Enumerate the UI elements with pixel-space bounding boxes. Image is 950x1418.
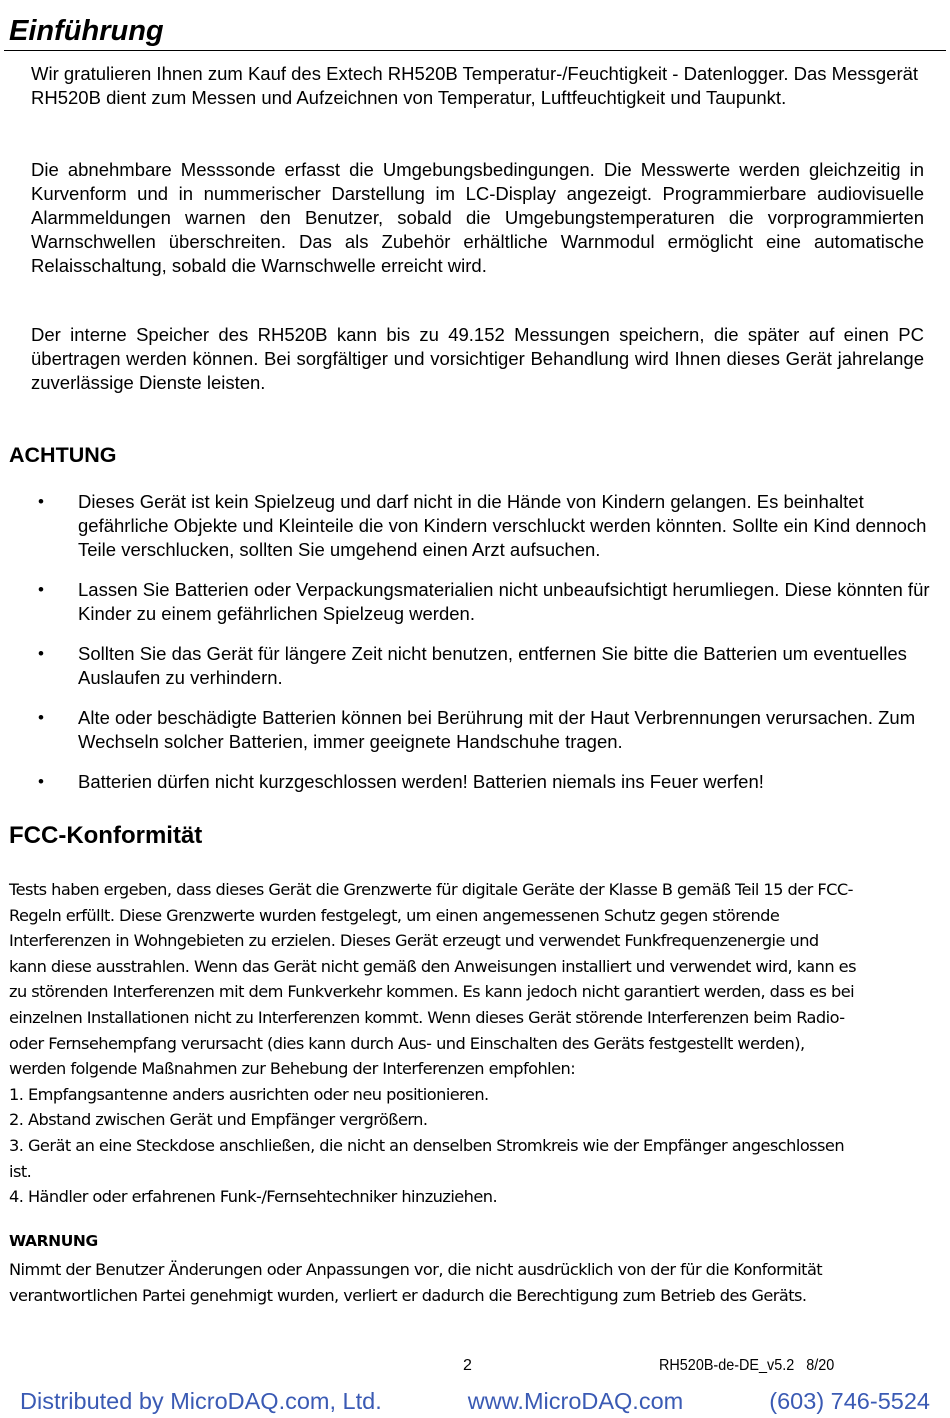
caution-item-text: Alte oder beschädigte Batterien können bei Berührung mit der Haut Verbrennungen verursachen. Zum Wechseln solcher Batterien, immer geeignete Handschuhe tragen. (78, 707, 916, 752)
bullet-icon: • (38, 580, 44, 599)
title-divider (4, 50, 946, 51)
fcc-heading: FCC-Konformität (9, 822, 203, 849)
warning-line: Nimmt der Benutzer Änderungen oder Anpassungen vor, die nicht ausdrücklich von der für die Konformität (9, 1260, 823, 1279)
caution-item-text: Batterien dürfen nicht kurzgeschlossen werden! Batterien niemals ins Feuer werfen! (78, 771, 764, 792)
intro-paragraph-3: Der interne Speicher des RH520B kann bis zu 49.152 Messungen speichern, die später auf einen PC übertragen werden können. Bei sorgfältiger und vorsichtiger Behandlung wird Ihnen dieses Gerät jahrelange zuverlässige Dienste leisten. (31, 324, 924, 393)
bullet-icon: • (38, 708, 44, 727)
fcc-line: 2. Abstand zwischen Gerät und Empfänger vergrößern. (9, 1110, 428, 1130)
fcc-line: kann diese ausstrahlen. Wenn das Gerät nicht gemäß den Anweisungen installiert und verwendet wird, kann es (9, 956, 856, 976)
fcc-line: 3. Gerät an eine Steckdose anschließen, die nicht an denselben Stromkreis wie der Empfänger angeschlossen (9, 1135, 845, 1155)
fcc-statement (9, 877, 944, 1210)
warning-statement (9, 1257, 944, 1308)
bullet-icon: • (38, 772, 44, 791)
footer-distributor: Distributed by MicroDAQ.com, Ltd. (20, 1388, 382, 1414)
caution-heading: ACHTUNG (9, 443, 117, 467)
fcc-line: 1. Empfangsantenne anders ausrichten oder neu positionieren. (9, 1084, 489, 1104)
page-number: 2 (463, 1357, 472, 1374)
fcc-line: einzelnen Installationen nicht zu Interferenzen kommt. Wenn dieses Gerät störende Interferenzen beim Radio- (9, 1007, 845, 1027)
fcc-line: werden folgende Maßnahmen zur Behebung der Interferenzen empfohlen: (9, 1059, 576, 1079)
footer-phone: (603) 746-5524 (769, 1388, 930, 1414)
fcc-line: Tests haben ergeben, dass dieses Gerät die Grenzwerte für digitale Geräte der Klasse B gemäß Teil 15 der FCC- (9, 880, 853, 899)
fcc-line: oder Fernsehempfang verursacht (dies kann durch Aus- und Einschalten des Geräts festgestellt werden), (9, 1033, 805, 1053)
fcc-line: Interferenzen in Wohngebieten zu erzielen. Dieses Gerät erzeugt und verwendet Funkfrequenzenergie und (9, 931, 819, 951)
warning-line: verantwortlichen Partei genehmigt wurden, verliert er dadurch die Berechtigung zum Betrieb des Geräts. (9, 1285, 807, 1305)
caution-item (0, 490, 930, 562)
fcc-line: zu störenden Interferenzen mit dem Funkverkehr kommen. Es kann jedoch nicht garantiert werden, dass es bei (9, 982, 855, 1002)
caution-item (0, 642, 930, 690)
fcc-line: Regeln erfüllt. Diese Grenzwerte wurden festgelegt, um einen angemessenen Schutz gegen störende (9, 905, 780, 925)
caution-item (0, 706, 930, 754)
document-id: RH520B-de-DE_v5.2 8/20 (659, 1357, 835, 1374)
caution-list (0, 490, 930, 810)
caution-item-text: Lassen Sie Batterien oder Verpackungsmaterialien nicht unbeaufsichtigt herumliegen. Diese könnten für Kinder zu einem gefährlichen Spielzeug werden. (78, 579, 930, 624)
bullet-icon: • (38, 492, 44, 511)
fcc-line: 4. Händler oder erfahrenen Funk-/Fernsehtechniker hinzuziehen. (9, 1187, 498, 1207)
distributor-footer (20, 1388, 930, 1415)
caution-item (0, 578, 930, 626)
warning-heading: WARNUNG (9, 1232, 98, 1250)
bullet-icon: • (38, 644, 44, 663)
intro-paragraph-2: Die abnehmbare Messsonde erfasst die Umgebungsbedingungen. Die Messwerte werden gleichzeitig in Kurvenform und in nummerischer Darstellung im LC-Display angezeigt. Programmierbare audiovisuelle Alarmmeldungen warnen den Benutzer, sobald die Umgebungstemperaturen die vorprogrammierten Warnschwellen überschreiten. Das als Zubehör erhältliche Warnmodul ermöglicht eine automatische Relaisschaltung, sobald die Warnschwelle erreicht wird. (31, 159, 924, 276)
caution-item (0, 770, 930, 794)
footer-website[interactable]: www.MicroDAQ.com (467, 1388, 684, 1414)
page-title: Einführung (9, 15, 164, 47)
fcc-line: ist. (9, 1161, 32, 1181)
caution-item-text: Sollten Sie das Gerät für längere Zeit nicht benutzen, entfernen Sie bitte die Batterien um eventuelles Auslaufen zu verhindern. (78, 643, 907, 688)
caution-item-text: Dieses Gerät ist kein Spielzeug und darf nicht in die Hände von Kindern gelangen. Es beinhaltet gefährliche Objekte und Kleinteile die von Kindern verschluckt werden könnten. Sollte ein Kind dennoch Teile verschlucken, sollten Sie umgehend einen Arzt aufsuchen. (78, 491, 927, 560)
intro-paragraph-1: Wir gratulieren Ihnen zum Kauf des Extech RH520B Temperatur-/Feuchtigkeit - Datenlogger. Das Messgerät RH520B dient zum Messen und Aufzeichnen von Temperatur, Luftfeuchtigkeit und Taupunkt. (31, 63, 919, 108)
